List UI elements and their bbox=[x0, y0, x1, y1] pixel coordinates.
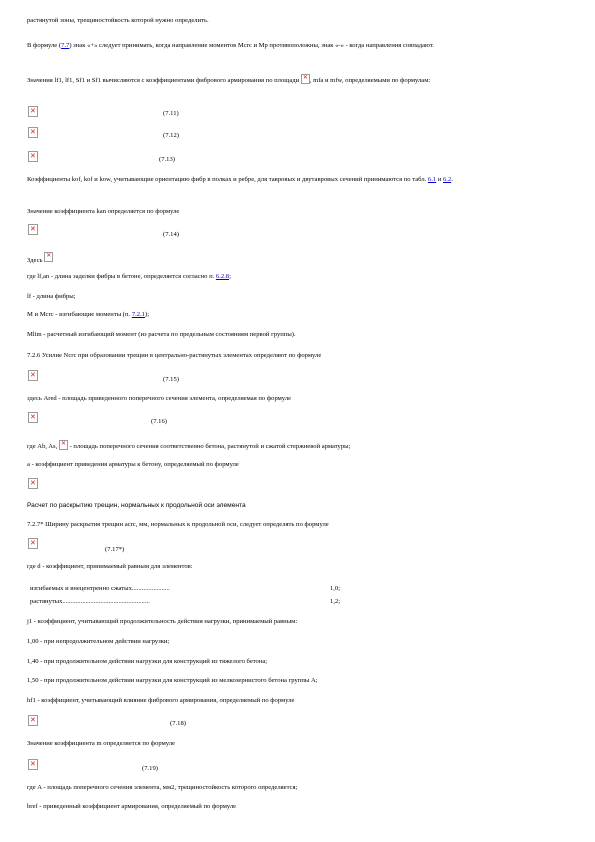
broken-image-icon bbox=[28, 127, 38, 138]
text-line bbox=[27, 311, 149, 319]
text-line: 7.2.6 Усилие Ncrc при образовании трещин в центрально-растянутых элементах определяют по формуле bbox=[27, 352, 322, 359]
broken-image-icon bbox=[28, 106, 38, 117]
section-heading: Расчет по раскрытию трещин, нормальных к продольной оси элемента bbox=[27, 502, 246, 509]
text-line: где d - коэффициент, принимаемый равным для элементов: bbox=[27, 563, 193, 570]
section-link[interactable]: 6.2.8 bbox=[215, 273, 230, 280]
text-span: и bbox=[436, 176, 443, 183]
broken-image-icon bbox=[44, 252, 53, 262]
text-paragraph bbox=[27, 176, 562, 184]
equation-number: (7.11) bbox=[163, 110, 179, 117]
text-line: lf - длина фибры; bbox=[27, 293, 76, 300]
text-line: a - коэффициент приведения арматуры к бетону, определяемый по формуле bbox=[27, 461, 239, 468]
text-line: где A - площадь поперечного сечения элемента, мм2, трещиностойкость которого определяется; bbox=[27, 784, 298, 791]
text-span: ) знак «+» следует принимать, когда направление моментов Mcrc и Mp противоположны, знак «-» - когда направления совпадают. bbox=[69, 42, 434, 49]
broken-image-icon bbox=[28, 370, 38, 381]
equation-number: (7.14) bbox=[163, 231, 179, 238]
text-paragraph bbox=[27, 74, 562, 85]
text-span: В формуле ( bbox=[27, 42, 62, 49]
text-line: 1,00 - при непродолжительном действии нагрузки; bbox=[27, 638, 170, 645]
equation-number: (7.16) bbox=[151, 418, 167, 425]
table-link[interactable]: 6.2 bbox=[443, 176, 452, 183]
text-span: ); bbox=[145, 311, 150, 318]
row-label: изгибаемых и внецентренно сжатых....................... bbox=[30, 585, 170, 592]
equation-number: (7.13) bbox=[159, 156, 175, 163]
formula-link[interactable]: 7.7 bbox=[61, 42, 70, 49]
text-line bbox=[27, 440, 350, 451]
broken-image-icon bbox=[28, 412, 38, 423]
equation-number: (7.17*) bbox=[105, 546, 125, 553]
text-line: 7.2.7* Ширину раскрытия трещин acrc, мм, нормальных к продольной оси, следует определять по формуле bbox=[27, 521, 329, 528]
text-span: Коэффициенты kof, kof и kow, учитывающие ориентацию фибр в полках и ребре, для тавровых и двутавровых сечений принимаются по табл. bbox=[27, 176, 427, 183]
text-line: растянутой зоны, трещиностойкость которой нужно определить. bbox=[27, 17, 209, 24]
text-span: где Ab, As, bbox=[27, 443, 58, 450]
equation-number: (7.15) bbox=[163, 376, 179, 383]
equation-number: (7.12) bbox=[163, 132, 179, 139]
text-span: . bbox=[451, 176, 453, 183]
text-line: 1,50 - при продолжительном действии нагрузки для конструкций из мелкозернистого бетона группы А; bbox=[27, 677, 318, 684]
text-line: здесь Ared - площадь приведенного поперечного сечения элемента, определяемая по формуле bbox=[27, 395, 292, 402]
broken-image-icon bbox=[28, 478, 38, 489]
equation-number: (7.18) bbox=[170, 720, 186, 727]
text-line: Mlim - расчетный изгибающий момент (из расчета по предельным состояниям первой группы). bbox=[27, 331, 296, 338]
coefficient-row bbox=[30, 585, 341, 592]
table-link[interactable]: 6.1 bbox=[427, 176, 437, 183]
text-span: - площадь поперечного сечения соответственно бетона, растянутой и сжатой стержневой арматуры; bbox=[67, 443, 351, 450]
text-line: Значение коэффициента kan определяется по формуле bbox=[27, 208, 180, 215]
broken-image-icon bbox=[28, 715, 38, 726]
text-span: Здесь bbox=[27, 257, 43, 264]
text-line: 1,40 - при продолжительном действии нагрузки для конструкций из тяжелого бетона; bbox=[27, 658, 268, 665]
broken-image-icon bbox=[28, 538, 38, 549]
row-value: 1,0; bbox=[330, 585, 341, 592]
row-value: 1,2; bbox=[330, 598, 341, 605]
text-line bbox=[27, 252, 53, 265]
text-line: j1 - коэффициент, учитывающий продолжительность действия нагрузки, принимаемый равным: bbox=[27, 618, 298, 625]
broken-image-icon bbox=[28, 759, 38, 770]
text-span: Значения lf1, lf1, Sf1 и Sf1 вычисляются с коэффициентами фибрового армирования по площади bbox=[27, 77, 300, 84]
text-line: Значение коэффициента m определяется по формуле bbox=[27, 740, 175, 747]
broken-image-icon bbox=[59, 440, 68, 450]
row-label: растянутых..................................................... bbox=[30, 598, 150, 605]
section-link[interactable]: 7.2.1 bbox=[131, 311, 145, 318]
coefficient-row bbox=[30, 598, 341, 605]
text-paragraph bbox=[27, 42, 562, 50]
text-span: где lf,an - длина заделки фибры в бетоне, определяется согласно п. bbox=[27, 273, 216, 280]
text-line: hf1 - коэффициент, учитывающий влияние фибрового армирования, определяемый по формуле bbox=[27, 697, 295, 704]
broken-image-icon bbox=[28, 224, 38, 235]
text-line: bref - приведенный коэффициент армирования, определяемый по формуле bbox=[27, 803, 237, 810]
text-span: , mfa и mfw, определяемыми по формулам: bbox=[309, 77, 431, 84]
text-span: М и Mcrc - изгибающие моменты (п. bbox=[27, 311, 132, 318]
broken-image-icon bbox=[28, 151, 38, 162]
broken-image-icon bbox=[301, 74, 310, 84]
text-line bbox=[27, 273, 231, 281]
equation-number: (7.19) bbox=[142, 765, 158, 772]
text-span: ; bbox=[229, 273, 231, 280]
